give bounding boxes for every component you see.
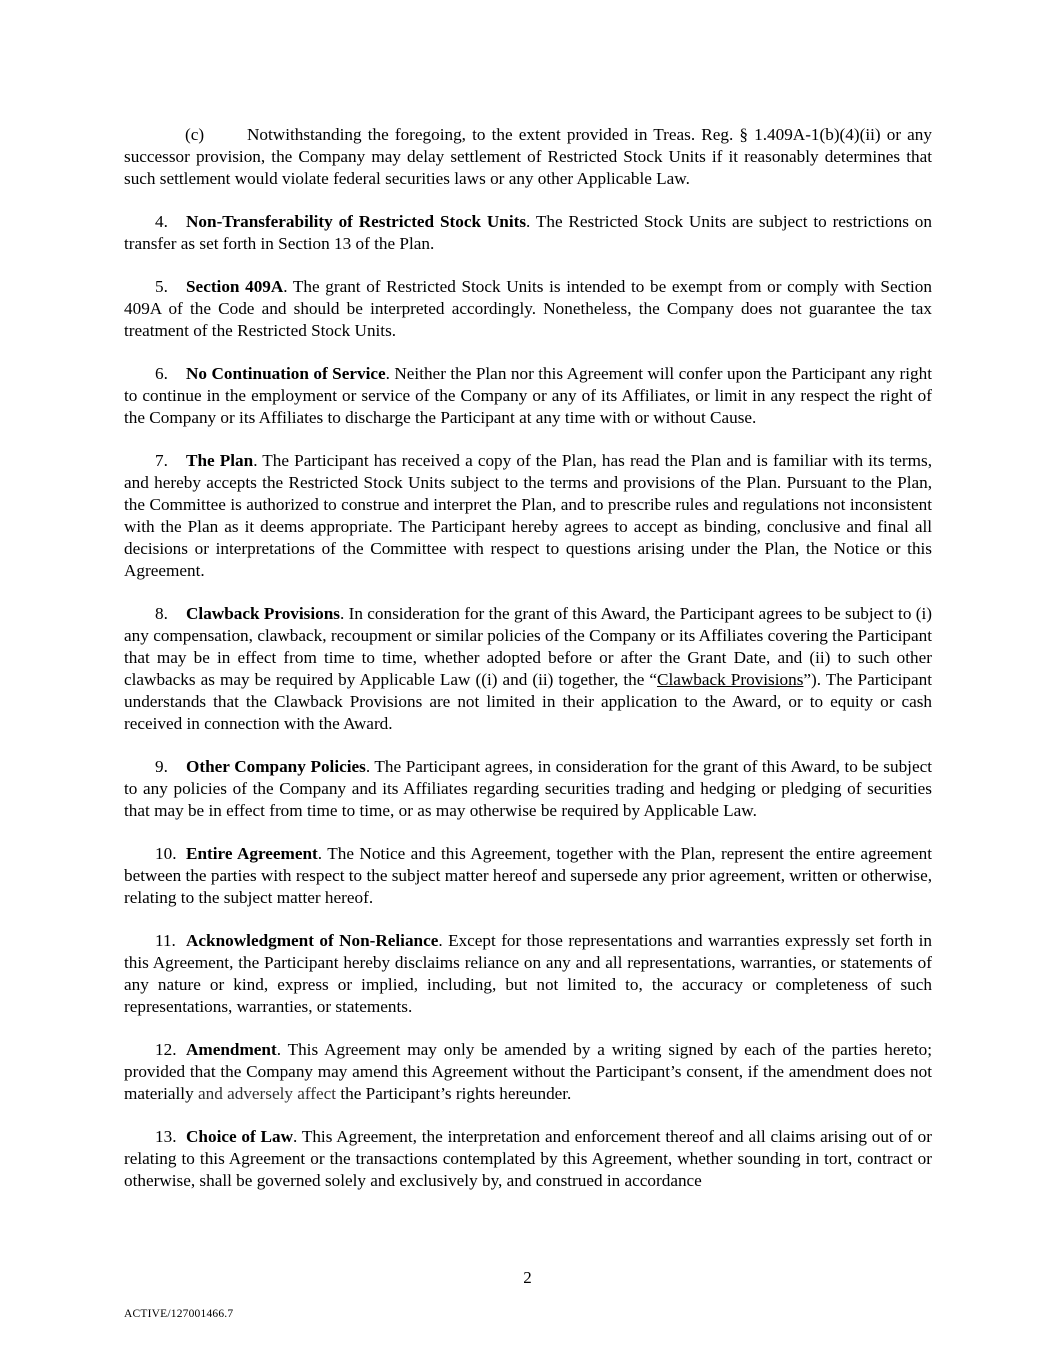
paragraph-text: Notwithstanding the foregoing, to the extent provided in Treas. Reg. § 1.409A-1(b)(4)(ii) or any successor provision, the Company may delay settlement of Restricted Stock Units if it reasonably determines that such settlement would violate federal securities laws or any other Applicable Law.	[124, 125, 932, 188]
section-text-continued: the Participant’s rights hereunder.	[336, 1084, 572, 1103]
section-text: . In consideration for the grant of this Award, the Participant agrees to be subject to (i) any compensation, clawback, recoupment or similar policies of the Company or its Affiliates covering the Participant that may be in effect from time to time, whether adopted before or after the Grant Date, and (ii) to such other clawbacks as may be required by Applicable Law ((i) and (ii) together, the “	[124, 604, 932, 689]
page-number: 2	[523, 1268, 532, 1287]
section-10	[124, 843, 932, 909]
subsection-label: (c)	[185, 125, 205, 144]
section-heading: Amendment	[186, 1040, 277, 1059]
section-text: . Except for those representations and warranties expressly set forth in this Agreement, the Participant hereby disclaims reliance on any and all representations, warranties, or statements of any nature or kind, express or implied, including, but not limited to, the accuracy or completeness of such representations, warranties, or statements.	[124, 931, 932, 1016]
section-heading: Clawback Provisions	[186, 604, 340, 623]
section-9	[124, 756, 932, 822]
section-7	[124, 450, 932, 582]
section-6	[124, 363, 932, 429]
section-text: . Neither the Plan nor this Agreement will confer upon the Participant any right to continue in the employment or service of the Company or any of its Affiliates, or limit in any respect the right of the Company or its Affiliates to discharge the Participant at any time with or without Cause.	[124, 364, 932, 427]
section-text-continued: ”). The Participant understands that the Clawback Provisions are not limited in their application to the Award, or to equity or cash received in connection with the Award.	[124, 670, 932, 733]
section-number: 10.	[155, 844, 177, 863]
section-13	[124, 1126, 932, 1192]
section-text: . The grant of Restricted Stock Units is intended to be exempt from or comply with Section 409A of the Code and should be interpreted accordingly. Nonetheless, the Company does not guarantee the tax treatment of the Restricted Stock Units.	[124, 277, 932, 340]
section-number: 13.	[155, 1127, 177, 1146]
document-body	[124, 124, 932, 1213]
section-text: . The Notice and this Agreement, together with the Plan, represent the entire agreement between the parties with respect to the subject matter hereof and supersede any prior agreement, written or otherwise, relating to the subject matter hereof.	[124, 844, 932, 907]
section-heading: Section 409A	[186, 277, 284, 296]
section-number: 8.	[155, 604, 168, 623]
section-text: . The Participant has received a copy of the Plan, has read the Plan and is familiar with its terms, and hereby accepts the Restricted Stock Units subject to the terms and provisions of the Plan. Pursuant to the Plan, the Committee is authorized to construe and interpret the Plan, and to prescribe rules and regulations not inconsistent with the Plan as it deems appropriate. The Participant hereby agrees to accept as binding, conclusive and final all decisions or interpretations of the Committee with respect to questions arising under the Plan, the Notice or this Agreement.	[124, 451, 932, 580]
section-number: 4.	[155, 212, 168, 231]
section-number: 7.	[155, 451, 168, 470]
section-heading: Non-Transferability of Restricted Stock Units	[186, 212, 527, 231]
section-text: . This Agreement, the interpretation and enforcement thereof and all claims arising out of or relating to this Agreement or the transactions contemplated by this Agreement, whether sounding in tort, contract or otherwise, shall be governed solely and exclusively by, and construed in accordance	[124, 1127, 932, 1190]
defined-term: Clawback Provisions	[657, 670, 804, 689]
paragraph-sub-c	[124, 124, 932, 190]
section-number: 11.	[155, 931, 176, 950]
section-heading: Acknowledgment of Non-Reliance	[186, 931, 439, 950]
section-number: 6.	[155, 364, 168, 383]
document-id-footer: ACTIVE/127001466.7	[124, 1308, 234, 1320]
section-heading: Entire Agreement	[186, 844, 318, 863]
section-text: . The Restricted Stock Units are subject to restrictions on transfer as set forth in Section 13 of the Plan.	[124, 212, 932, 253]
section-text: . This Agreement may only be amended by a writing signed by each of the parties hereto; provided that the Company may amend this Agreement without the Participant’s consent, if the amendment does not materially	[124, 1040, 932, 1103]
section-5	[124, 276, 932, 342]
section-text-redline: and adversely affect	[197, 1084, 337, 1103]
section-number: 9.	[155, 757, 168, 776]
section-heading: No Continuation of Service	[186, 364, 386, 383]
section-12	[124, 1039, 932, 1105]
section-heading: The Plan	[186, 451, 254, 470]
section-8	[124, 603, 932, 735]
section-number: 12.	[155, 1040, 177, 1059]
section-text: . The Participant agrees, in consideration for the grant of this Award, to be subject to any policies of the Company and its Affiliates regarding securities trading and hedging or pledging of securities that may be in effect from time to time, or as may otherwise be required by Applicable Law.	[124, 757, 932, 820]
section-number: 5.	[155, 277, 168, 296]
section-11	[124, 930, 932, 1018]
section-4	[124, 211, 932, 255]
section-heading: Choice of Law	[186, 1127, 294, 1146]
section-heading: Other Company Policies	[186, 757, 366, 776]
